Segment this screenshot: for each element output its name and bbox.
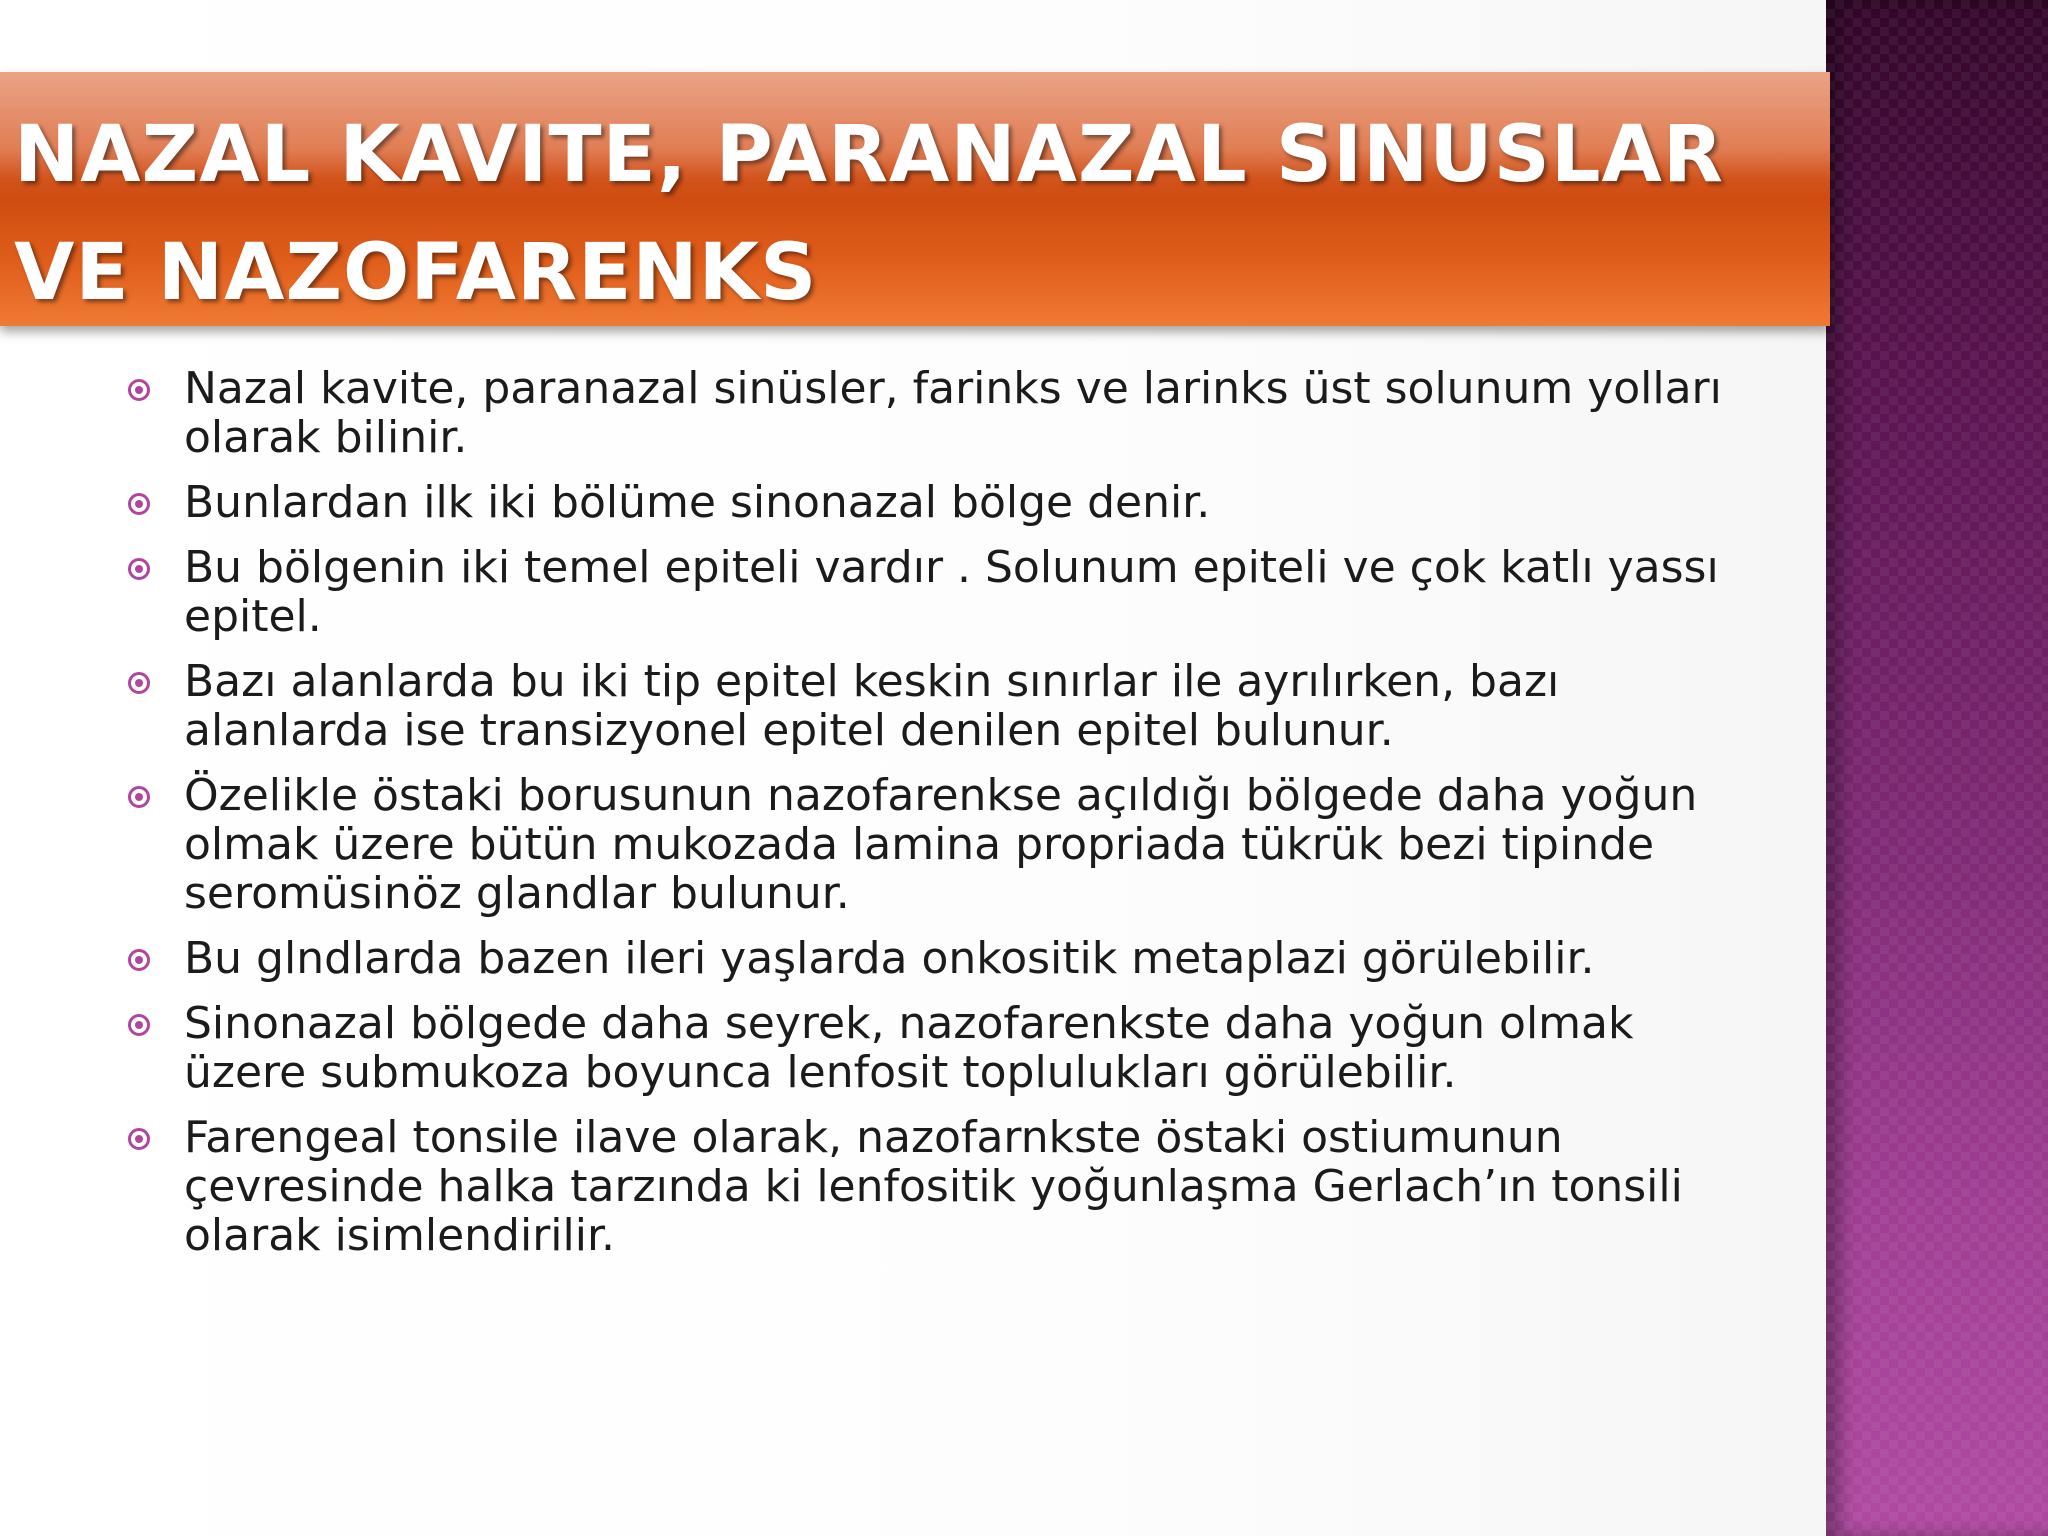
bullet-text: Özelikle östaki borusunun nazofarenkse açıldığı bölgede daha yoğun olmak üzere bütün mukozada lamina propriada tükrük bezi tipinde seromüsinöz glandlar bulunur. <box>184 770 1698 919</box>
circle-dot-bullet-icon <box>128 379 150 401</box>
circle-dot-bullet-icon <box>128 1128 150 1150</box>
circle-dot-bullet-icon <box>128 1014 150 1036</box>
list-item <box>184 771 1744 918</box>
circle-dot-bullet-icon <box>128 949 150 971</box>
decorative-side-band <box>1826 0 2048 1536</box>
circle-dot-bullet-icon <box>128 493 150 515</box>
circle-dot-bullet-icon <box>128 786 150 808</box>
bullet-list <box>184 364 1744 1276</box>
bullet-text: Farengeal tonsile ilave olarak, nazofarnkste östaki ostiumunun çevresinde halka tarzında ki lenfositik yoğunlaşma Gerlach’ın tonsili olarak isimlendirilir. <box>184 1112 1683 1261</box>
circle-dot-bullet-icon <box>128 558 150 580</box>
bullet-text: Bu bölgenin iki temel epiteli vardır . Solunum epiteli ve çok katlı yassı epitel. <box>184 542 1719 642</box>
list-item <box>184 999 1744 1097</box>
list-item <box>184 1113 1744 1260</box>
circle-dot-bullet-icon <box>128 672 150 694</box>
list-item <box>184 478 1744 527</box>
bullet-text: Sinonazal bölgede daha seyrek, nazofarenkste daha yoğun olmak üzere submukoza boyunca lenfosit toplulukları görülebilir. <box>184 998 1634 1098</box>
bullet-text: Bunlardan ilk iki bölüme sinonazal bölge denir. <box>184 477 1211 528</box>
list-item <box>184 934 1744 983</box>
slide-title: NAZAL KAVITE, PARANAZAL SINUSLAR VE NAZOFARENKS <box>14 110 1724 318</box>
side-band-pattern <box>1826 0 2048 1536</box>
bullet-text: Bu glndlarda bazen ileri yaşlarda onkositik metaplazi görülebilir. <box>184 933 1595 984</box>
bullet-text: Bazı alanlarda bu iki tip epitel keskin sınırlar ile ayrılırken, bazı alanlarda ise transizyonel epitel denilen epitel bulunur. <box>184 656 1560 756</box>
list-item <box>184 364 1744 462</box>
bullet-text: Nazal kavite, paranazal sinüsler, farinks ve larinks üst solunum yolları olarak bilinir. <box>184 363 1722 463</box>
list-item <box>184 543 1744 641</box>
list-item <box>184 657 1744 755</box>
